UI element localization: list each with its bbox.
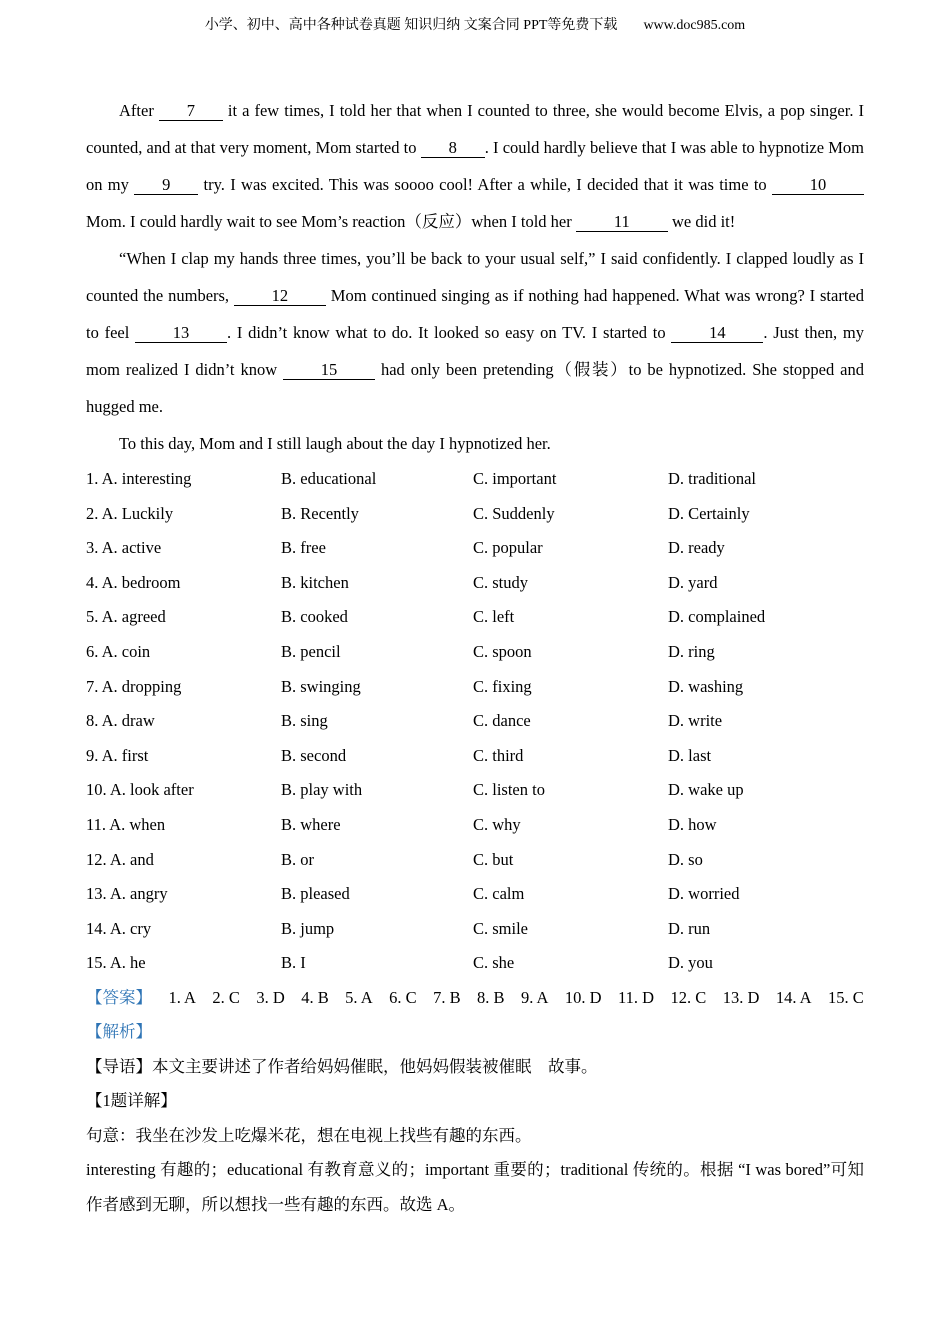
- option-row: [86, 773, 864, 808]
- answer-item: 8. B: [477, 987, 505, 1007]
- analysis-label: 【解析】: [86, 1022, 152, 1042]
- option-cell: 8. A. draw: [86, 711, 155, 731]
- answer-item: 14. A: [775, 987, 812, 1007]
- option-cell: D. ready: [668, 538, 725, 558]
- cloze-blank-15: 15: [283, 360, 375, 380]
- header-text: 小学、初中、高中各种试卷真题 知识归纳 文案合同 PPT等免费下载: [204, 18, 618, 33]
- answer-item: 5. A: [345, 987, 373, 1007]
- option-cell: D. traditional: [668, 469, 756, 488]
- option-cell: 12. A. and: [86, 849, 154, 869]
- option-row: [86, 566, 864, 601]
- option-cell: C. study: [473, 572, 529, 592]
- answer-item: 1. A: [168, 987, 196, 1007]
- option-row: [86, 946, 864, 981]
- option-cell: B. pencil: [281, 641, 341, 661]
- option-cell: 14. A. cry: [86, 918, 152, 938]
- option-cell: D. last: [668, 745, 712, 765]
- option-cell: D. you: [668, 953, 713, 973]
- option-cell: D. worried: [668, 884, 740, 904]
- option-cell: C. third: [473, 745, 524, 765]
- option-row: [86, 808, 864, 843]
- option-cell: B. I: [281, 953, 306, 973]
- option-cell: C. smile: [473, 918, 529, 938]
- cloze-blank-7: 7: [159, 101, 223, 121]
- option-cell: C. left: [473, 607, 515, 627]
- cloze-blank-9: 9: [134, 175, 198, 195]
- option-row: [86, 670, 864, 705]
- option-cell: 7. A. dropping: [86, 676, 182, 696]
- option-cell: 4. A. bedroom: [86, 572, 181, 592]
- passage-paragraph: After 7 it a few times, I told her that when I counted to three, she would become Elvis, a pop singer. I counted, and at that very moment, Mom started to 8 . I could hardly believe that I was able to hypnotize Mom on my 9 try. I was excited. This was soooo cool! After a while, I decided that it was time to 10 Mom. I could hardly wait to see Mom’s reaction（反应）when I told her 11 we did it!: [86, 101, 865, 231]
- option-cell: C. dance: [473, 711, 531, 731]
- option-cell: D. ring: [668, 641, 715, 661]
- option-cell: C. important: [473, 469, 557, 488]
- option-row: [86, 912, 864, 947]
- cloze-blank-12: 12: [234, 286, 326, 306]
- option-cell: D. yard: [668, 572, 718, 592]
- option-cell: B. play with: [281, 780, 363, 800]
- site-header: [0, 0, 950, 36]
- option-cell: D. wake up: [668, 780, 744, 800]
- option-cell: C. fixing: [473, 676, 532, 696]
- option-row: [86, 704, 864, 739]
- option-cell: C. calm: [473, 884, 525, 904]
- option-cell: 9. A. first: [86, 745, 149, 765]
- option-cell: C. she: [473, 953, 515, 973]
- option-row: [86, 600, 864, 635]
- option-cell: B. free: [281, 538, 326, 558]
- option-cell: B. educational: [281, 469, 377, 488]
- option-cell: 3. A. active: [86, 538, 162, 558]
- answers-label: 【答案】: [86, 987, 152, 1007]
- lead-line: 【导语】本文主要讲述了作者给妈妈催眠，他妈妈假装被催眠 故事。: [86, 1056, 598, 1076]
- option-row: [86, 462, 864, 497]
- answer-item: 2. C: [212, 987, 240, 1007]
- answer-item: 3. D: [256, 987, 285, 1007]
- answer-item: 7. B: [433, 987, 461, 1007]
- option-cell: 11. A. when: [86, 814, 166, 834]
- option-row: [86, 843, 864, 878]
- option-cell: B. or: [281, 849, 314, 869]
- option-cell: 2. A. Luckily: [86, 503, 174, 523]
- option-row: [86, 635, 864, 670]
- option-cell: B. pleased: [281, 884, 350, 904]
- cloze-blank-8: 8: [421, 138, 485, 158]
- document-content: [86, 92, 864, 1222]
- option-cell: B. cooked: [281, 607, 348, 627]
- explanation-line: interesting 有趣的；educational 有教育意义的；important 重要的；traditional 传统的。根据 “I was bored”可知作者感到无聊，所以想找一些有趣的东西。故选 A。: [86, 1160, 864, 1214]
- option-cell: 15. A. he: [86, 953, 146, 973]
- option-row: [86, 497, 864, 532]
- passage-paragraph: “When I clap my hands three times, you’ll be back to your usual self,” I said confidently. I clapped loudly as I counted the numbers, 12 Mom continued singing as if nothing had happened. What was wrong? I started to feel 13 . I didn’t know what to do. It looked so easy on TV. I started to 14 . Just then, my mom realized I didn’t know 15 had only been pretending（假装）to be hypnotized. She stopped and hugged me.: [86, 249, 864, 416]
- option-row: [86, 877, 864, 912]
- option-cell: D. washing: [668, 676, 744, 696]
- options-table: [86, 462, 864, 981]
- option-cell: D. how: [668, 814, 717, 834]
- option-cell: 1. A. interesting: [86, 469, 192, 488]
- option-cell: D. so: [668, 849, 703, 869]
- answers-line: [86, 981, 864, 1016]
- option-cell: B. sing: [281, 711, 328, 731]
- option-cell: D. Certainly: [668, 503, 750, 523]
- option-cell: C. why: [473, 814, 521, 834]
- option-cell: B. jump: [281, 918, 335, 938]
- option-cell: B. second: [281, 745, 347, 765]
- detail-heading: 【1题详解】: [86, 1091, 177, 1111]
- passage-paragraph: To this day, Mom and I still laugh about the day I hypnotized her.: [119, 434, 551, 453]
- option-cell: C. but: [473, 849, 514, 869]
- option-cell: D. run: [668, 918, 711, 938]
- option-cell: D. complained: [668, 607, 766, 627]
- option-cell: C. spoon: [473, 641, 532, 661]
- option-cell: 6. A. coin: [86, 641, 151, 661]
- option-row: [86, 531, 864, 566]
- option-cell: 13. A. angry: [86, 884, 168, 904]
- cloze-blank-13: 13: [135, 323, 227, 343]
- answer-item: 10. D: [564, 987, 602, 1007]
- cloze-blank-11: 11: [576, 212, 668, 232]
- answer-item: 9. A: [520, 987, 549, 1007]
- option-cell: 10. A. look after: [86, 780, 194, 800]
- option-cell: B. Recently: [281, 503, 359, 523]
- sentence-meaning-line: 句意：我坐在沙发上吃爆米花，想在电视上找些有趣的东西。: [86, 1125, 532, 1145]
- answer-item: 11. D: [618, 987, 655, 1007]
- option-cell: D. write: [668, 711, 723, 731]
- option-row: [86, 739, 864, 774]
- option-cell: C. Suddenly: [473, 503, 555, 523]
- option-cell: B. swinging: [281, 676, 361, 696]
- option-cell: B. kitchen: [281, 572, 349, 592]
- option-cell: 5. A. agreed: [86, 607, 166, 627]
- answer-item: 15. C: [828, 987, 864, 1007]
- cloze-blank-14: 14: [671, 323, 763, 343]
- option-cell: B. where: [281, 814, 341, 834]
- site-url: www.doc985.com: [643, 18, 746, 33]
- answer-item: 13. D: [722, 987, 760, 1007]
- option-cell: C. listen to: [473, 780, 545, 800]
- answer-item: 6. C: [389, 987, 417, 1007]
- answer-item: 12. C: [670, 987, 707, 1007]
- option-cell: C. popular: [473, 538, 543, 558]
- answer-item: 4. B: [301, 987, 329, 1007]
- cloze-blank-10: 10: [772, 175, 864, 195]
- cloze-passage: [86, 92, 864, 462]
